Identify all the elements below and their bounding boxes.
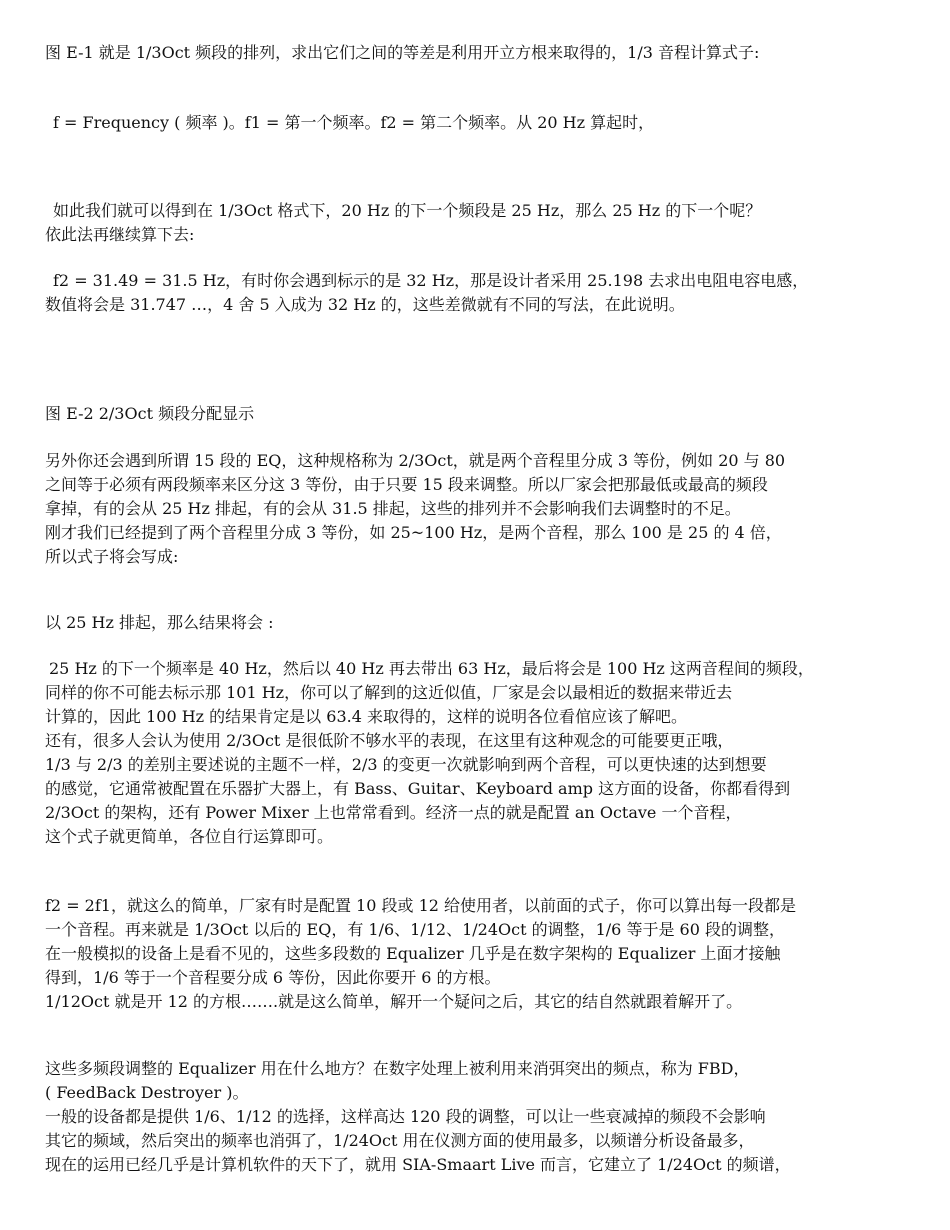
paragraph-line: 拿掉，有的会从 25 Hz 排起，有的会从 31.5 排起，这些的排列并不会影响我们去调整时的不足。 <box>45 499 741 518</box>
paragraph-line: ( FeedBack Destroyer )。 <box>45 1083 249 1102</box>
paragraph-line: 一般的设备都是提供 1/6、1/12 的选择，这样高达 120 段的调整，可以让一些衰减掉的频段不会影响 <box>45 1107 766 1126</box>
paragraph-line: 依此法再继续算下去: <box>45 225 195 244</box>
paragraph-line: 这个式子就更简单，各位自行运算即可。 <box>45 827 334 846</box>
paragraph-line: 刚才我们已经提到了两个音程里分成 3 等份，如 25~100 Hz，是两个音程，那么 100 是 25 的 4 倍， <box>45 523 782 542</box>
paragraph-line: 其它的频域，然后突出的频率也消弭了，1/24Oct 用在仪测方面的使用最多，以频谱分析设备最多， <box>45 1131 755 1150</box>
figure-caption-e1: 图 E-1 就是 1/3Oct 频段的排列，求出它们之间的等差是利用开立方根来取得的，1/3 音程计算式子: <box>45 43 760 62</box>
paragraph-line: 得到，1/6 等于一个音程要分成 6 等份，因此你要开 6 的方根。 <box>45 968 501 987</box>
paragraph-line: 1/12Oct 就是开 12 的方根…….就是这么简单，解开一个疑问之后，其它的结自然就跟着解开了。 <box>45 992 743 1011</box>
paragraph-line: 另外你还会遇到所谓 15 段的 EQ，这种规格称为 2/3Oct，就是两个音程里分成 3 等份，例如 20 与 80 <box>45 451 786 470</box>
paragraph-line: 同样的你不可能去标示那 101 Hz，你可以了解到的这近似值，厂家是会以最相近的数据来带近去 <box>45 683 733 702</box>
paragraph-line: 2/3Oct 的架构，还有 Power Mixer 上也常常看到。经济一点的就是配置 an Octave 一个音程， <box>45 803 742 822</box>
paragraph-line: 所以式子将会写成: <box>45 547 179 566</box>
paragraph-line: 1/3 与 2/3 的差别主要述说的主题不一样，2/3 的变更一次就影响到两个音程，可以更快速的达到想要 <box>45 755 767 774</box>
paragraph-line: f = Frequency ( 频率 )。f1 = 第一个频率。f2 = 第二个频率。从 20 Hz 算起时， <box>53 113 655 132</box>
paragraph-line: 还有，很多人会认为使用 2/3Oct 是很低阶不够水平的表现，在这里有这种观念的可能要更正哦， <box>45 731 734 750</box>
paragraph-line: 25 Hz 的下一个频率是 40 Hz，然后以 40 Hz 再去带出 63 Hz，最后将会是 100 Hz 这两音程间的频段， <box>49 659 814 678</box>
paragraph-line: 之间等于必须有两段频率来区分这 3 等份，由于只要 15 段来调整。所以厂家会把那最低或最高的频段 <box>45 475 768 494</box>
paragraph-line: f2 = 2f1，就这么的简单，厂家有时是配置 10 段或 12 给使用者，以前面的式子，你可以算出每一段都是 <box>45 896 797 915</box>
paragraph-line: f2 = 31.49 = 31.5 Hz，有时你会遇到标示的是 32 Hz，那是设计者采用 25.198 去求出电阻电容电感， <box>53 271 809 290</box>
paragraph-line: 现在的运用已经几乎是计算机软件的天下了，就用 SIA-Smaart Live 而言，它建立了 1/24Oct 的频谱， <box>45 1155 791 1174</box>
paragraph-line: 计算的，因此 100 Hz 的结果肯定是以 63.4 来取得的，这样的说明各位看倌应该了解吧。 <box>45 707 687 726</box>
paragraph-line: 数值将会是 31.747 …，4 舍 5 入成为 32 Hz 的，这些差微就有不同的写法，在此说明。 <box>45 295 685 314</box>
paragraph-line: 以 25 Hz 排起，那么结果将会 : <box>45 613 274 632</box>
paragraph-line: 在一般模拟的设备上是看不见的，这些多段数的 Equalizer 几乎是在数字架构的 Equalizer 上面才接触 <box>45 944 781 963</box>
paragraph-line: 这些多频段调整的 Equalizer 用在什么地方？在数字处理上被利用来消弭突出的频点，称为 FBD， <box>45 1059 750 1078</box>
paragraph-line: 一个音程。再来就是 1/3Oct 以后的 EQ，有 1/6、1/12、1/24Oct 的调整，1/6 等于是 60 段的调整， <box>45 920 785 939</box>
paragraph-line: 的感觉，它通常被配置在乐器扩大器上，有 Bass、Guitar、Keyboard amp 这方面的设备，你都看得到 <box>45 779 791 798</box>
figure-caption-e2: 图 E-2 2/3Oct 频段分配显示 <box>45 404 255 423</box>
paragraph-line: 如此我们就可以得到在 1/3Oct 格式下，20 Hz 的下一个频段是 25 Hz，那么 25 Hz 的下一个呢？ <box>53 201 762 220</box>
